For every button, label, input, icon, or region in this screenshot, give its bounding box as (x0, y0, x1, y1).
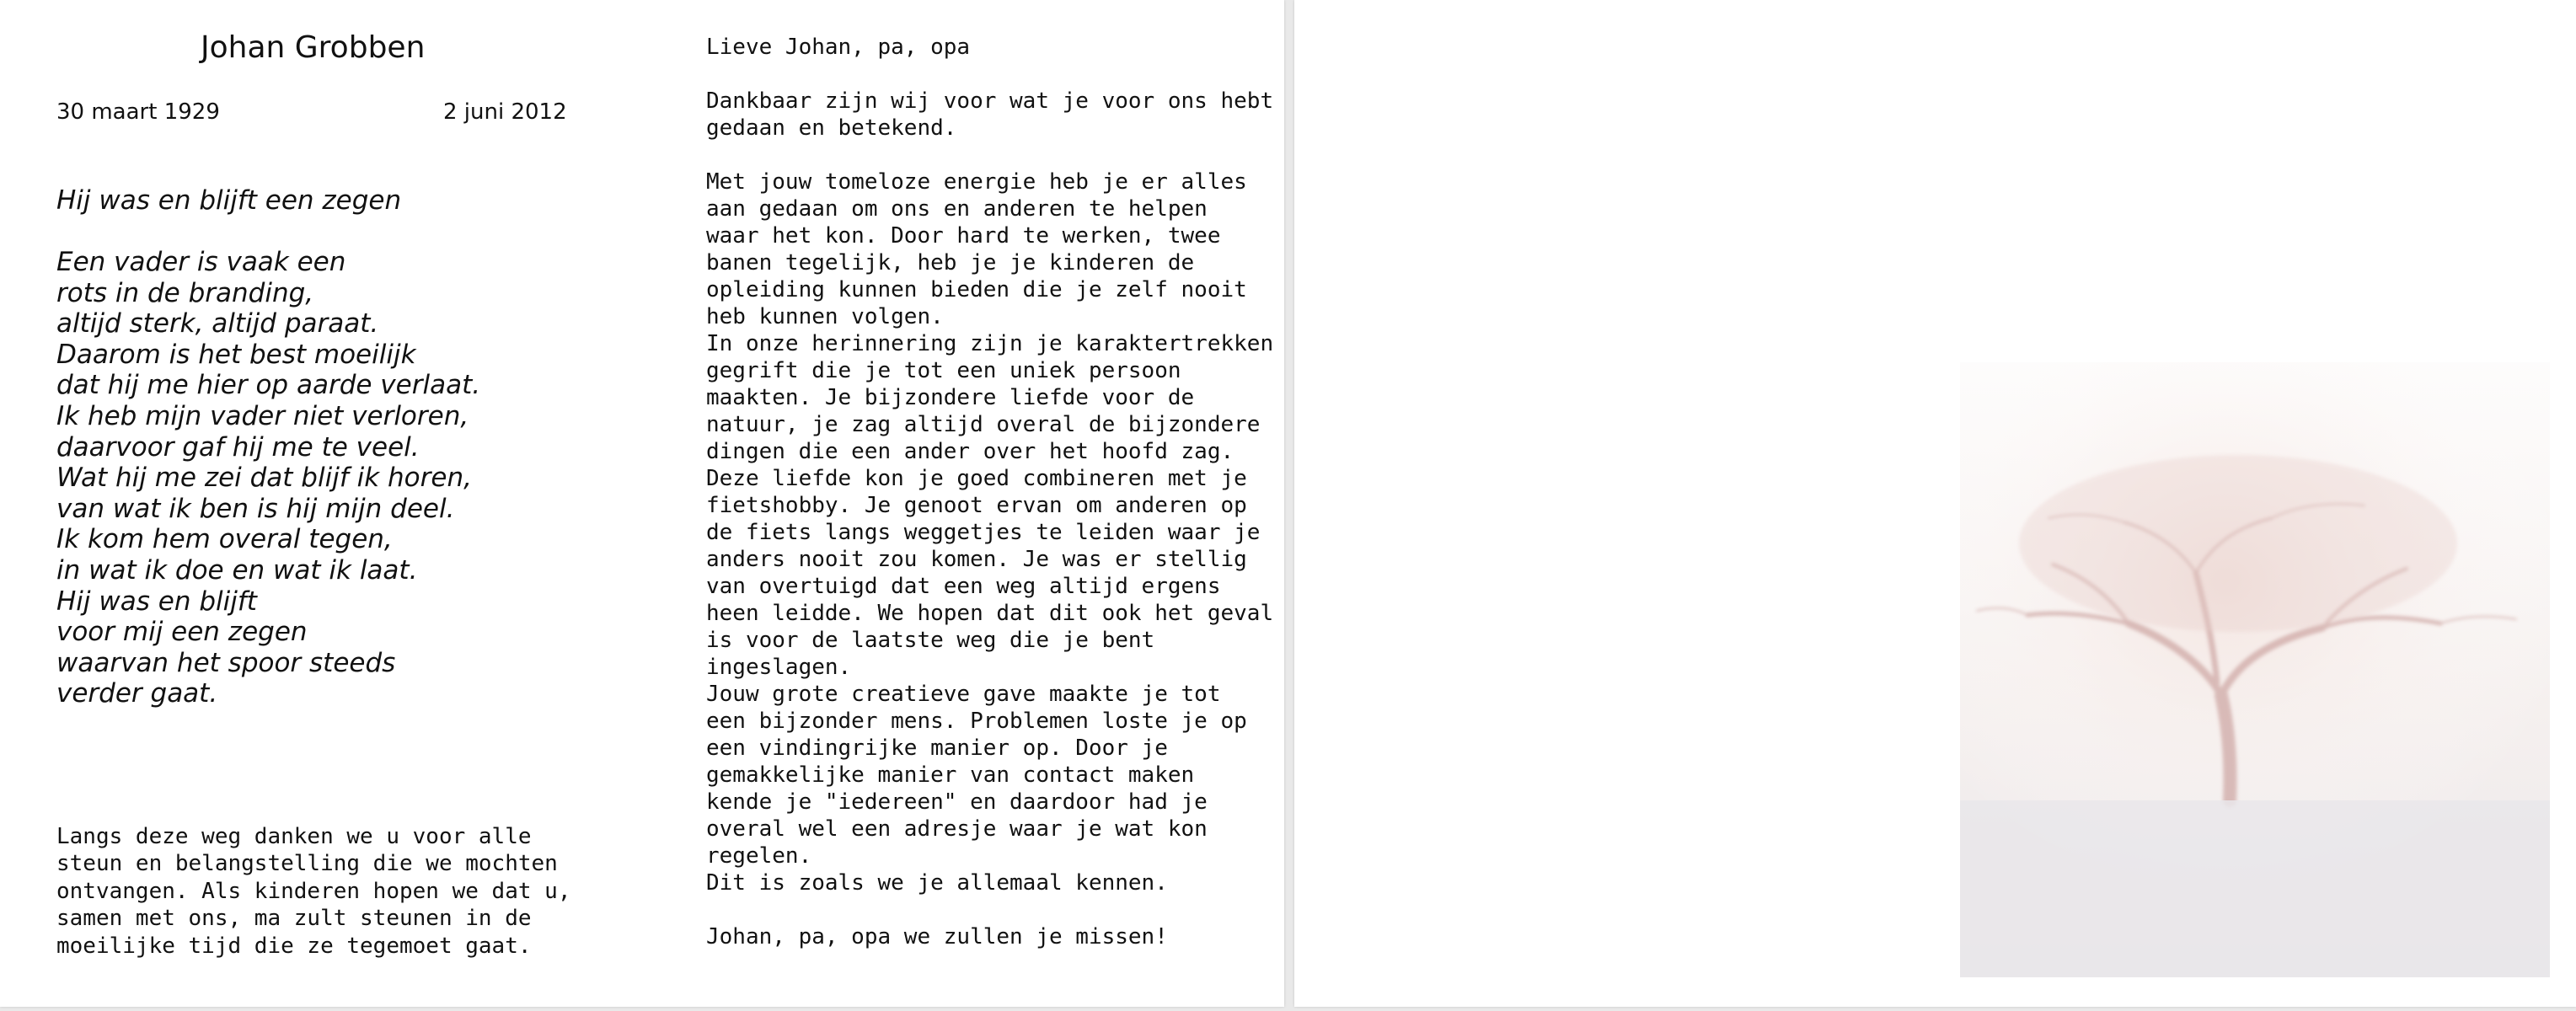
letter-line: een vindingrijke manier op. Door je (706, 736, 1168, 761)
letter-line: is voor de laatste weg die je bent (706, 628, 1155, 653)
letter-line: banen tegelijk, heb je je kinderen de (706, 250, 1195, 275)
letter-greeting: Lieve Johan, pa, opa (706, 35, 971, 60)
letter-line: heen leidde. We hopen dat dit ook het geval (706, 601, 1274, 626)
letter-line: de fiets langs weggetjes te leiden waar je (706, 520, 1261, 545)
poem-line: rots in de branding, (56, 277, 314, 308)
letter-line: aan gedaan om ons en anderen te helpen (706, 196, 1208, 222)
poem-line: Ik kom hem overal tegen, (56, 524, 393, 555)
poem-line: Hij was en blijft (56, 586, 257, 617)
deceased-name: Johan Grobben (201, 30, 426, 65)
letter-line: van overtuigd dat een weg altijd ergens (706, 574, 1221, 599)
thanks-paragraph (56, 823, 570, 960)
thanks-line: ontvangen. Als kinderen hopen we dat u, (56, 878, 571, 904)
ground-mist (1960, 800, 2550, 977)
letter-line: een bijzonder mens. Problemen loste je op (706, 709, 1247, 734)
poem-line: Ik heb mijn vader niet verloren, (56, 400, 469, 431)
poem-line: Daarom is het best moeilijk (56, 339, 416, 370)
letter-line: overal wel een adresje waar je wat kon (706, 816, 1208, 842)
letter-line: opleiding kunnen bieden die je zelf nooit (706, 277, 1247, 302)
letter-line: gegrift die je tot een uniek persoon (706, 358, 1181, 383)
tree-illustration (1960, 362, 2550, 977)
letter (706, 34, 1273, 950)
letter-line: anders nooit zou komen. Je was er stellig (706, 547, 1247, 572)
death-date: 2 juni 2012 (443, 99, 567, 125)
letter-line: maakten. Je bijzondere liefde voor de (706, 385, 1195, 410)
thanks-line: Langs deze weg danken we u voor alle (56, 824, 532, 849)
poem-line: voor mij een zegen (56, 617, 308, 648)
letter-line: natuur, je zag altijd overal de bijzondere (706, 412, 1261, 437)
thanks-line: moeilijke tijd die ze tegemoet gaat. (56, 933, 532, 959)
poem-line: dat hij me hier op aarde verlaat. (56, 370, 481, 401)
letter-line: Deze liefde kon je goed combineren met je (706, 466, 1247, 491)
letter-line: fietshobby. Je genoot ervan om anderen op (706, 493, 1247, 518)
letter-line: gedaan en betekend. (706, 115, 957, 141)
letter-line: Dankbaar zijn wij voor wat je voor ons hebt (706, 88, 1274, 114)
thanks-line: steun en belangstelling die we mochten (56, 851, 558, 877)
birth-date: 30 maart 1929 (56, 99, 220, 125)
poem-line: daarvoor gaf hij me te veel. (56, 431, 420, 463)
poem-title: Hij was en blijft een zegen (56, 185, 402, 216)
letter-closing: Johan, pa, opa we zullen je missen! (706, 924, 1168, 949)
paragraph-gap (706, 142, 1273, 168)
poem (56, 247, 480, 709)
letter-line: ingeslagen. (706, 655, 852, 680)
poem-line: waarvan het spoor steeds (56, 647, 396, 678)
poem-line: Wat hij me zei dat blijf ik horen, (56, 463, 472, 494)
letter-line: Jouw grote creatieve gave maakte je tot (706, 682, 1221, 707)
letter-line: dingen die een ander over het hoofd zag. (706, 439, 1234, 464)
memorial-card-left-spread (0, 0, 1284, 1007)
letter-line: kende je "iedereen" en daardoor had je (706, 789, 1208, 815)
letter-line: gemakkelijke manier van contact maken (706, 762, 1195, 788)
poem-line: verder gaat. (56, 678, 218, 709)
letter-line: Met jouw tomeloze energie heb je er alles (706, 169, 1247, 195)
letter-line: waar het kon. Door hard te werken, twee (706, 223, 1221, 249)
tree-canopy (2019, 455, 2457, 632)
poem-line: Een vader is vaak een (56, 247, 346, 277)
letter-line: regelen. (706, 843, 812, 869)
poem-line: altijd sterk, altijd paraat. (56, 308, 379, 340)
letter-line: In onze herinnering zijn je karaktertrekken (706, 331, 1274, 356)
letter-line: heb kunnen volgen. (706, 304, 944, 329)
paragraph-gap (706, 896, 1273, 923)
letter-line: Dit is zoals we je allemaal kennen. (706, 870, 1168, 896)
paragraph-gap (706, 61, 1273, 88)
thanks-line: samen met ons, ma zult steunen in de (56, 906, 532, 932)
poem-line: in wat ik doe en wat ik laat. (56, 554, 418, 586)
poem-line: van wat ik ben is hij mijn deel. (56, 493, 455, 524)
